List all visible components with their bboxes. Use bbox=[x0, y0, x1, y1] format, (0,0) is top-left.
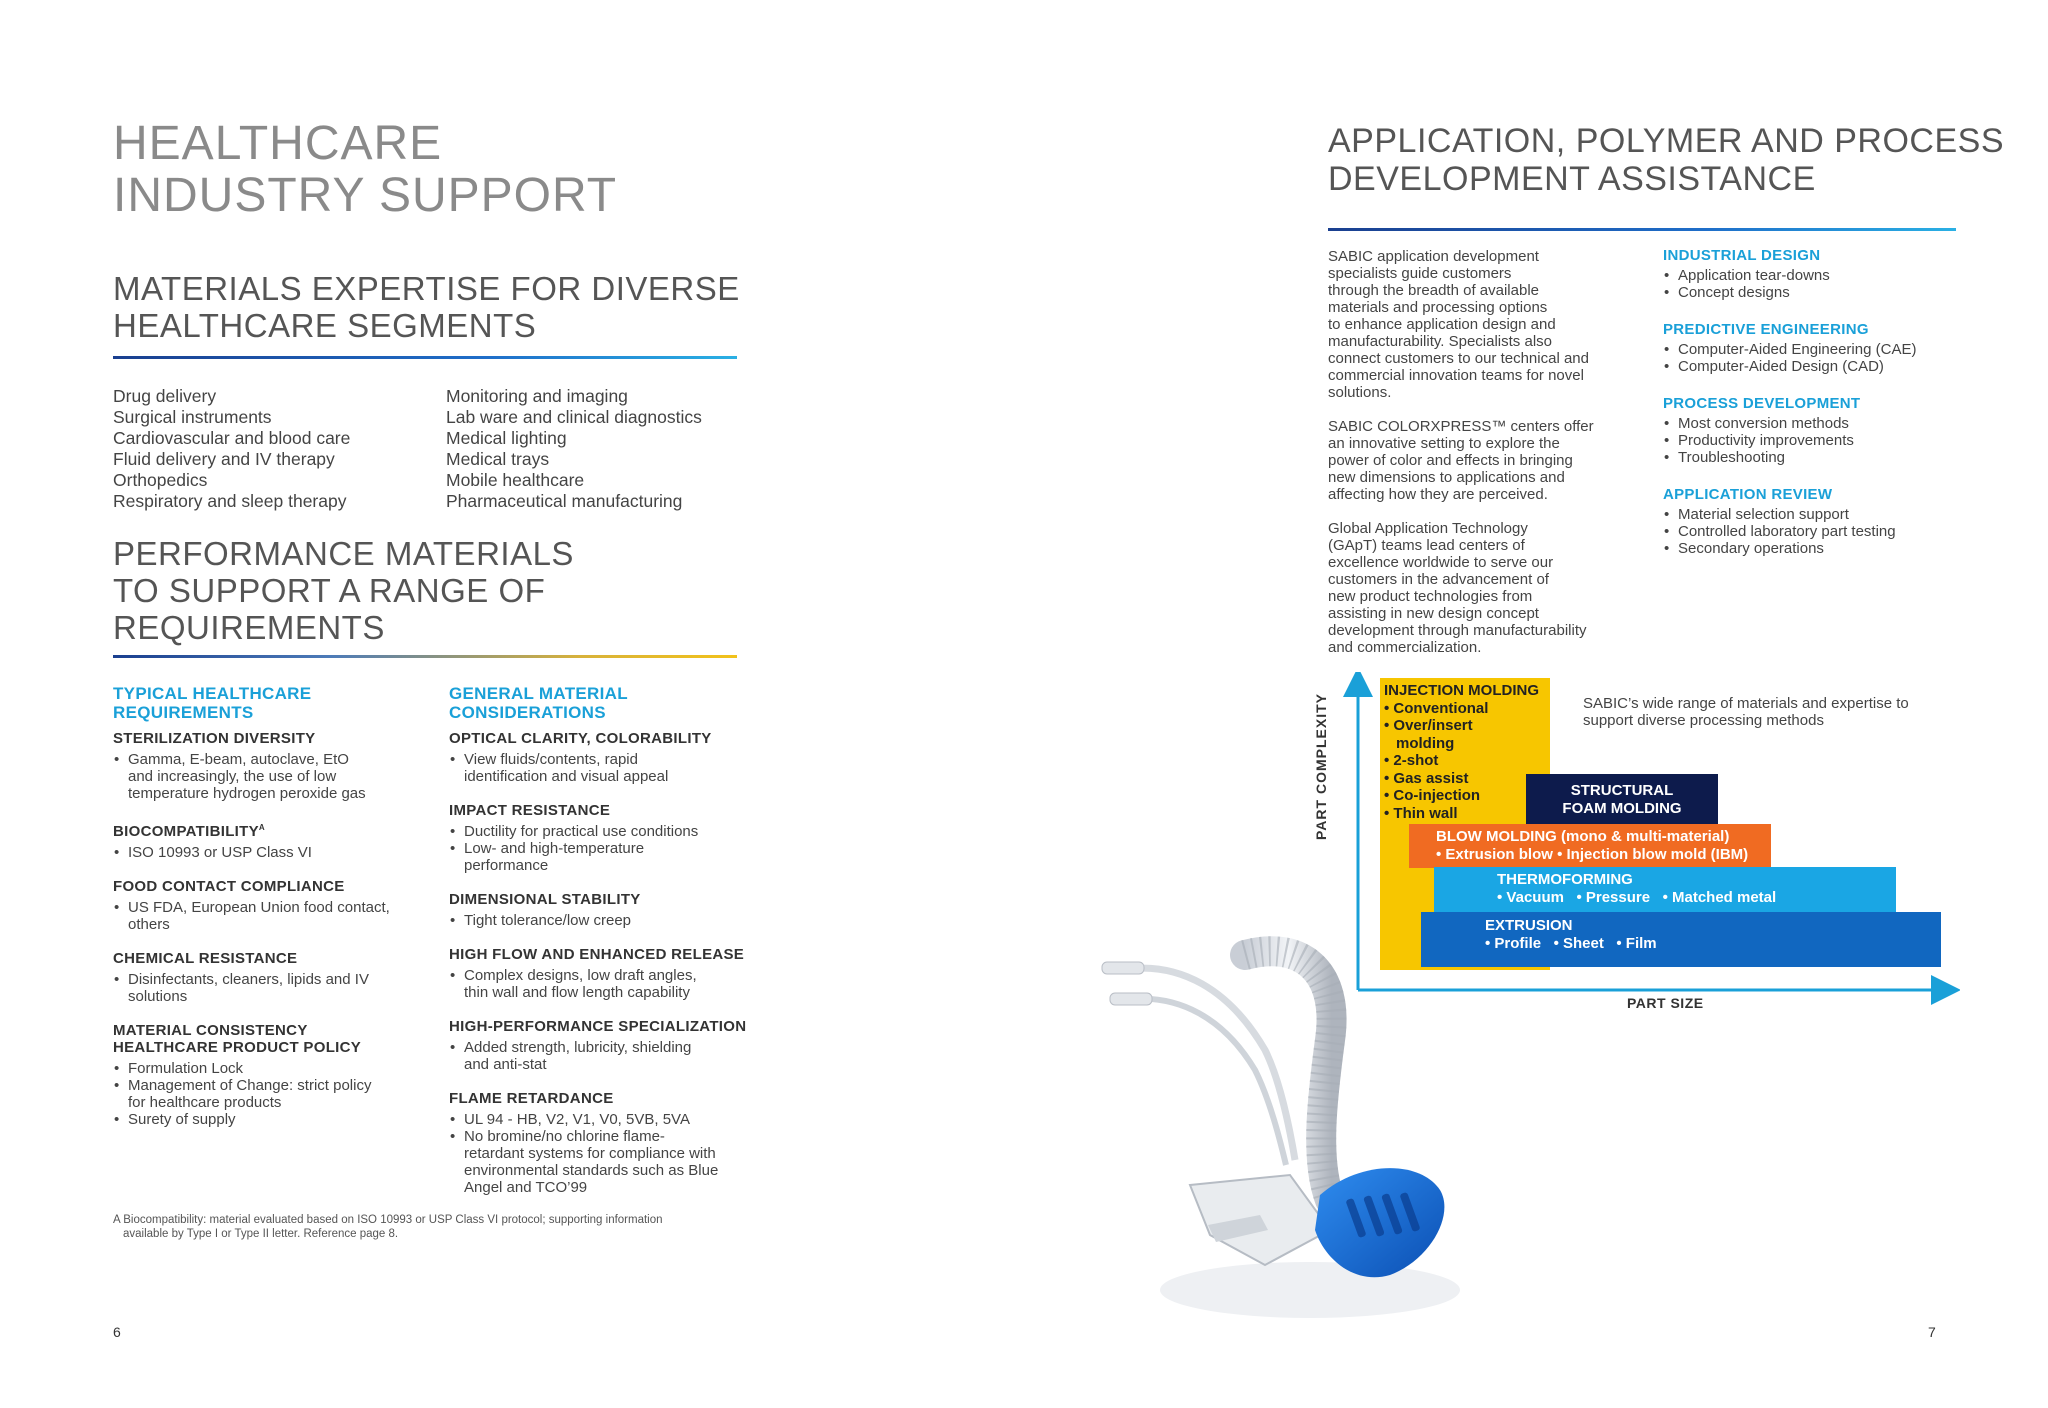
list-item: • View fluids/contents, rapid identification and visual appeal bbox=[449, 751, 749, 785]
list-item: • Concept designs bbox=[1663, 284, 1963, 301]
list-item: • Thin wall bbox=[1384, 804, 1458, 822]
segments-list-1 bbox=[113, 386, 350, 512]
blow-molding-box: BLOW MOLDING (mono & multi-material) • Extrusion blow • Injection blow mold (IBM) bbox=[1409, 824, 1771, 868]
list-item: • ISO 10993 or USP Class VI bbox=[113, 844, 423, 861]
predictive-engineering-title: PREDICTIVE ENGINEERING bbox=[1663, 321, 1869, 338]
industrial-design-title: INDUSTRIAL DESIGN bbox=[1663, 247, 1821, 264]
colorxpress-paragraph: SABIC COLORXPRESS™ centers offer an innovative setting to explore the power of color and effects in bringing new dimensions to applications and affecting how they are perceived. bbox=[1328, 418, 1594, 503]
x-axis-label: PART SIZE bbox=[1627, 995, 1704, 1011]
list-item: • Application tear-downs bbox=[1663, 267, 1963, 284]
list-item: • Disinfectants, cleaners, lipids and IV solutions bbox=[113, 971, 423, 1005]
list-item: • Tight tolerance/low creep bbox=[449, 912, 749, 929]
list-item: Surgical instruments bbox=[113, 407, 272, 427]
general-considerations-heading: GENERAL MATERIAL CONSIDERATIONS bbox=[449, 684, 628, 722]
list-item: molding bbox=[1396, 734, 1455, 752]
respiratory-device-image bbox=[1090, 930, 1490, 1340]
page-number-right: 7 bbox=[1928, 1324, 1936, 1340]
typical-requirements-list bbox=[113, 730, 423, 1128]
segments-heading: MATERIALS EXPERTISE FOR DIVERSE HEALTHCARE SEGMENTS bbox=[113, 270, 740, 344]
dimensional-title: DIMENSIONAL STABILITY bbox=[449, 891, 641, 908]
extrusion-box: EXTRUSION • Profile • Sheet • Film bbox=[1421, 912, 1941, 967]
list-item: Pharmaceutical manufacturing bbox=[446, 491, 683, 511]
list-item: • Management of Change: strict policy for healthcare products bbox=[113, 1077, 423, 1111]
list-item: • Surety of supply bbox=[113, 1111, 423, 1128]
tube-tip bbox=[1102, 962, 1144, 974]
application-development-paragraph: SABIC application development specialists guide customers through the breadth of available materials and processing options to enhance application design and manufacturability. Specialists also connect customers to our technical and commercial innovation teams for novel solutions. bbox=[1328, 248, 1589, 401]
segments-divider bbox=[113, 356, 737, 359]
process-development-title: PROCESS DEVELOPMENT bbox=[1663, 395, 1861, 412]
list-item: • Formulation Lock bbox=[113, 1060, 423, 1077]
footnote: A Biocompatibility: material evaluated based on ISO 10993 or USP Class VI protocol; supporting information available by Type I or Type II letter. Reference page 8. bbox=[113, 1214, 663, 1240]
typical-requirements-heading: TYPICAL HEALTHCARE REQUIREMENTS bbox=[113, 684, 312, 722]
list-item: • Low- and high-temperature performance bbox=[449, 840, 749, 874]
biocompatibility-title: $BIOCOMPATIBILITY^A$ bbox=[113, 823, 265, 840]
application-review-title: APPLICATION REVIEW bbox=[1663, 486, 1833, 503]
structural-foam-box: STRUCTURAL FOAM MOLDING bbox=[1526, 774, 1718, 826]
right-title: APPLICATION, POLYMER AND PROCESS DEVELOPMENT ASSISTANCE bbox=[1328, 122, 2005, 198]
list-item: • Material selection support bbox=[1663, 506, 1963, 523]
list-item: • Productivity improvements bbox=[1663, 432, 1963, 449]
list-item: Cardiovascular and blood care bbox=[113, 428, 351, 448]
chemical-resistance-title: CHEMICAL RESISTANCE bbox=[113, 950, 298, 967]
list-item: • Computer-Aided Engineering (CAE) bbox=[1663, 341, 1963, 358]
list-item: • Co-injection bbox=[1384, 787, 1481, 804]
sterilization-title: STERILIZATION DIVERSITY bbox=[113, 730, 316, 747]
optical-title: OPTICAL CLARITY, COLORABILITY bbox=[449, 730, 712, 747]
list-item: Lab ware and clinical diagnostics bbox=[446, 407, 702, 427]
performance-heading: PERFORMANCE MATERIALS TO SUPPORT A RANGE OF REQUIREMENTS bbox=[113, 535, 574, 646]
list-item: • Gas assist bbox=[1384, 769, 1469, 787]
list-item: • Added strength, lubricity, shielding and anti-stat bbox=[449, 1039, 749, 1073]
services-list bbox=[1663, 247, 1963, 557]
right-divider bbox=[1328, 228, 1956, 231]
chart-caption: SABIC’s wide range of materials and expertise to support diverse processing methods bbox=[1583, 695, 1909, 729]
list-item: • Over/insert bbox=[1384, 717, 1473, 734]
segments-list-2 bbox=[446, 386, 702, 512]
list-item: • Complex designs, low draft angles, thin wall and flow length capability bbox=[449, 967, 749, 1001]
list-item: • No bromine/no chlorine flame- retardant systems for compliance with environmental standards such as Blue Angel and TCO’99 bbox=[449, 1128, 749, 1196]
page-number-left: 6 bbox=[113, 1324, 121, 1340]
list-item: Mobile healthcare bbox=[446, 470, 585, 490]
shadow bbox=[1160, 1262, 1460, 1318]
list-item: • Ductility for practical use conditions bbox=[449, 823, 749, 840]
hps-title: HIGH-PERFORMANCE SPECIALIZATION bbox=[449, 1018, 747, 1035]
list-item: • US FDA, European Union food contact, others bbox=[113, 899, 423, 933]
list-item: • Troubleshooting bbox=[1663, 449, 1963, 466]
list-item: • Most conversion methods bbox=[1663, 415, 1963, 432]
list-item: Fluid delivery and IV therapy bbox=[113, 449, 335, 469]
list-item: • 2-shot bbox=[1384, 752, 1439, 769]
impact-title: IMPACT RESISTANCE bbox=[449, 802, 611, 819]
list-item: • Gamma, E-beam, autoclave, EtO and increasingly, the use of low temperature hydrogen peroxide gas bbox=[113, 751, 423, 802]
list-item: Monitoring and imaging bbox=[446, 386, 628, 406]
food-contact-title: FOOD CONTACT COMPLIANCE bbox=[113, 878, 345, 895]
material-consistency-title: MATERIAL CONSISTENCY HEALTHCARE PRODUCT POLICY bbox=[113, 1022, 362, 1056]
performance-divider bbox=[113, 655, 737, 658]
list-item: Medical trays bbox=[446, 449, 550, 469]
injection-title: INJECTION MOLDING bbox=[1384, 682, 1540, 699]
y-axis-label: PART COMPLEXITY bbox=[1313, 693, 1329, 840]
flame-title: FLAME RETARDANCE bbox=[449, 1090, 614, 1107]
list-item: • Conventional bbox=[1384, 699, 1489, 717]
list-item: • Secondary operations bbox=[1663, 540, 1963, 557]
tube-tip bbox=[1110, 993, 1152, 1005]
list-item: Orthopedics bbox=[113, 470, 208, 490]
list-item: Medical lighting bbox=[446, 428, 567, 448]
cannula-tube bbox=[1122, 999, 1286, 1165]
gapt-paragraph: Global Application Technology (GApT) teams lead centers of excellence worldwide to serve our customers in the advancement of new product technologies from assisting in new design concept development through manufacturability and commercialization. bbox=[1328, 520, 1587, 656]
list-item: Drug delivery bbox=[113, 386, 217, 406]
list-item: • Computer-Aided Design (CAD) bbox=[1663, 358, 1963, 375]
general-considerations-list bbox=[449, 730, 749, 1196]
thermoforming-box: THERMOFORMING • Vacuum • Pressure • Matched metal bbox=[1434, 867, 1896, 913]
flow-title: HIGH FLOW AND ENHANCED RELEASE bbox=[449, 946, 745, 963]
list-item: • UL 94 - HB, V2, V1, V0, 5VB, 5VA bbox=[449, 1111, 749, 1128]
page-title: HEALTHCARE INDUSTRY SUPPORT bbox=[113, 117, 618, 222]
list-item: Respiratory and sleep therapy bbox=[113, 491, 347, 511]
list-item: • Controlled laboratory part testing bbox=[1663, 523, 1963, 540]
